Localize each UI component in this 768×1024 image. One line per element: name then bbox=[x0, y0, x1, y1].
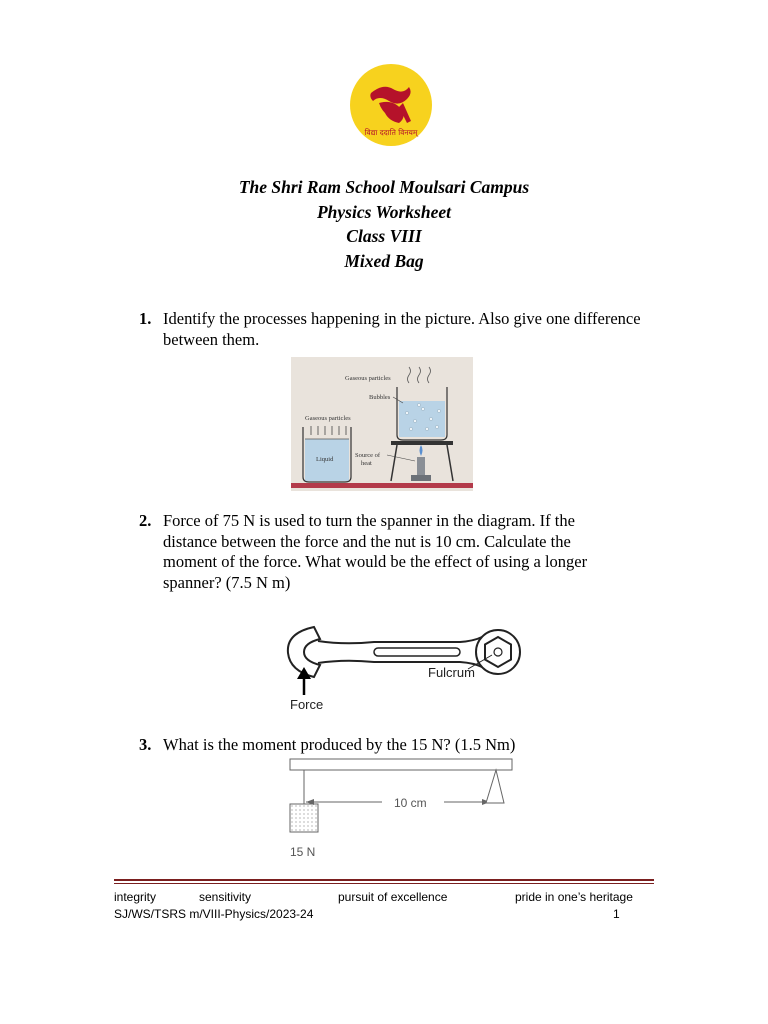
worksheet-title: Physics Worksheet bbox=[316, 201, 451, 222]
logo-caption: विद्या ददाति विनयम् bbox=[364, 128, 418, 137]
class-label: Class VIII bbox=[346, 226, 422, 246]
label-liquid: Liquid bbox=[316, 456, 334, 463]
question-line: between them. bbox=[163, 329, 260, 349]
footer-value-heritage: pride in one’s heritage bbox=[515, 890, 633, 904]
spanner-figure bbox=[284, 615, 524, 715]
label-fulcrum: Fulcrum bbox=[428, 665, 475, 680]
page-number: 1 bbox=[613, 907, 620, 921]
footer-value-excellence: pursuit of excellence bbox=[338, 890, 448, 904]
label-source-of-heat-line1: Source of bbox=[355, 452, 381, 459]
footer-rule bbox=[114, 883, 654, 884]
label-gaseous-particles-left: Gaseous particles bbox=[305, 415, 351, 422]
question-number: 3. bbox=[139, 735, 152, 754]
question-line: spanner? (7.5 N m) bbox=[163, 572, 291, 592]
school-logo bbox=[349, 63, 433, 147]
question-line: Force of 75 N is used to turn the spanner in the diagram. If the bbox=[163, 511, 575, 530]
evaporation-boiling-figure bbox=[291, 357, 473, 491]
footer-value-integrity: integrity bbox=[114, 890, 157, 904]
question-1 bbox=[139, 309, 699, 353]
question-number: 1. bbox=[139, 309, 152, 328]
question-line: What is the moment produced by the 15 N? (1.5 Nm) bbox=[163, 735, 516, 754]
question-2 bbox=[139, 511, 699, 595]
question-line: distance between the force and the nut is 10 cm. Calculate the bbox=[163, 531, 571, 551]
question-line: moment of the force. What would be the effect of using a longer bbox=[163, 552, 588, 571]
question-text bbox=[163, 511, 587, 593]
label-gaseous-particles-top: Gaseous particles bbox=[345, 375, 391, 382]
title-block bbox=[0, 175, 768, 273]
label-weight: 15 N bbox=[290, 845, 316, 859]
school-name: The Shri Ram School Moulsari Campus bbox=[238, 177, 530, 197]
label-source-of-heat-line2: heat bbox=[361, 460, 372, 467]
question-text bbox=[163, 309, 641, 350]
question-number: 2. bbox=[139, 511, 152, 530]
label-bubbles: Bubbles bbox=[369, 394, 391, 401]
topic-label: Mixed Bag bbox=[344, 250, 424, 271]
label-force: Force bbox=[290, 697, 324, 712]
label-distance: 10 cm bbox=[394, 796, 427, 810]
question-3 bbox=[139, 735, 699, 757]
footer-value-sensitivity: sensitivity bbox=[199, 890, 252, 904]
footer-doc-code: SJ/WS/TSRS m/VIII-Physics/2023-24 bbox=[114, 907, 314, 921]
question-text bbox=[163, 735, 515, 756]
lever-figure bbox=[286, 756, 516, 862]
question-line: Identify the processes happening in the picture. Also give one difference bbox=[163, 309, 641, 328]
footer-rule bbox=[114, 879, 654, 881]
